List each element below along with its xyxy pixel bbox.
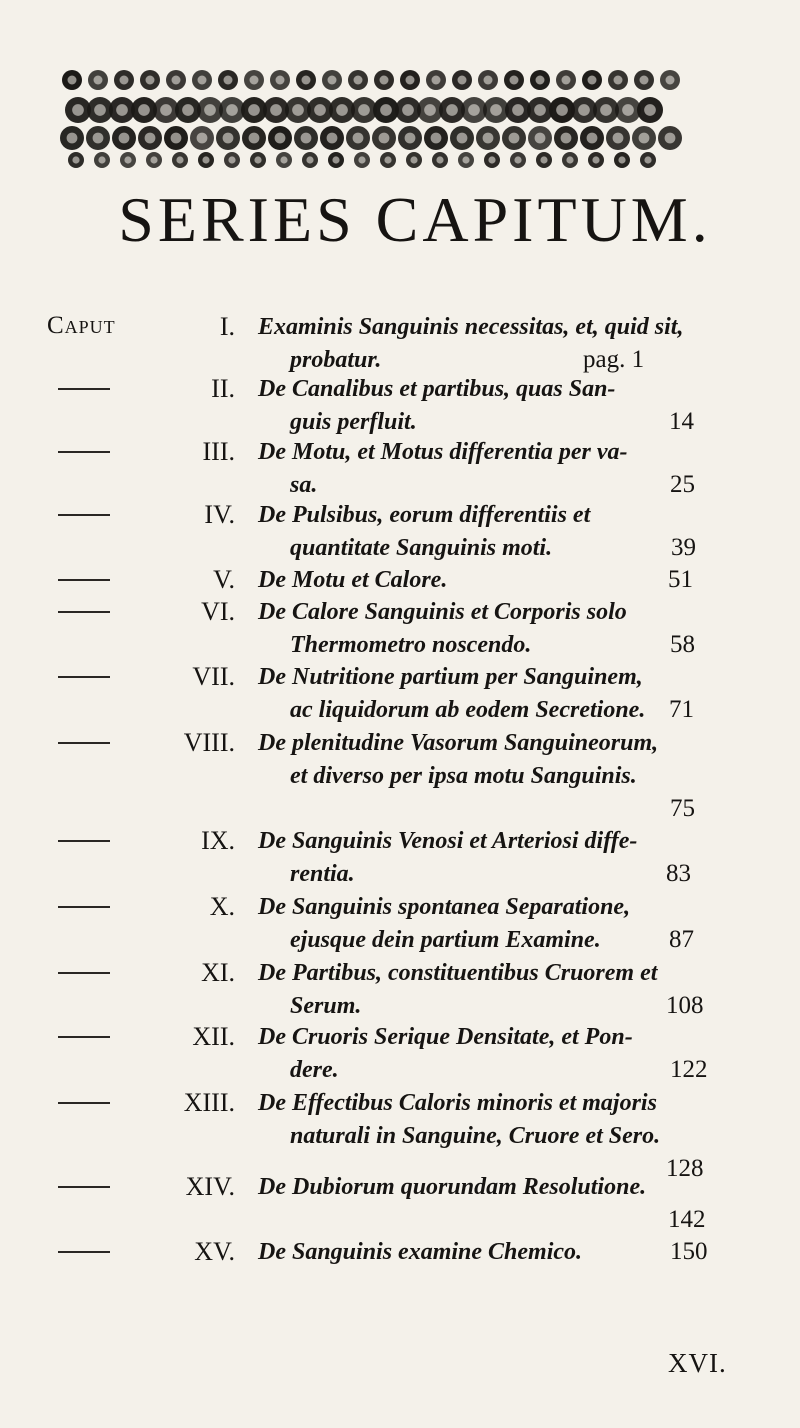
ditto-dash — [58, 840, 110, 842]
page-number: pag. 1 — [583, 346, 645, 373]
ditto-dash — [58, 972, 110, 974]
chapter-title-line: De Sanguinis spontanea Separatione, — [258, 894, 631, 920]
chapter-title-line: De Calore Sanguinis et Corporis solo — [258, 599, 627, 625]
page-number: 39 — [671, 534, 696, 561]
ditto-dash — [58, 611, 110, 613]
chapter-title-line: Thermometro noscendo. — [290, 632, 532, 658]
chapter-title-line: et diverso per ipsa motu Sanguinis. — [290, 763, 637, 789]
chapter-title-line: De Nutritione partium per Sanguinem, — [258, 664, 643, 690]
chapter-number: VIII. — [183, 728, 235, 757]
ditto-dash — [58, 451, 110, 453]
chapter-title-line: De Effectibus Caloris minoris et majoris — [258, 1090, 657, 1116]
chapter-title-line: De Motu, et Motus differentia per va- — [258, 439, 628, 465]
page-number: 25 — [670, 471, 695, 498]
chapter-number: VII. — [192, 662, 235, 691]
page-number: 83 — [666, 860, 691, 887]
page-number: 87 — [669, 926, 694, 953]
chapter-title-line: probatur. — [290, 347, 382, 373]
page-number: 142 — [668, 1206, 706, 1233]
ditto-dash — [58, 1251, 110, 1253]
chapter-number: XV. — [194, 1237, 235, 1266]
page-title: SERIES CAPITUM. — [118, 184, 712, 255]
page-number: 51 — [668, 566, 693, 593]
chapter-title-line: De Partibus, constituentibus Cruorem et — [258, 960, 658, 986]
chapter-number: III. — [202, 437, 235, 466]
chapter-number: IV. — [204, 500, 235, 529]
chapter-title-line: sa. — [290, 472, 318, 498]
chapter-title-line: dere. — [290, 1057, 339, 1083]
chapter-number: VI. — [201, 597, 235, 626]
chapter-title-line: quantitate Sanguinis moti. — [290, 535, 553, 561]
chapter-title-line: ejusque dein partium Examine. — [290, 927, 601, 953]
caput-label: Caput — [47, 312, 116, 339]
ditto-dash — [58, 1036, 110, 1038]
chapter-number: IX. — [201, 826, 235, 855]
chapter-title-line: De Motu et Calore. — [258, 567, 448, 593]
chapter-title-line: guis perfluit. — [290, 409, 417, 435]
ditto-dash — [58, 579, 110, 581]
ditto-dash — [58, 388, 110, 390]
catchword: XVI. — [668, 1348, 727, 1378]
chapter-number: I. — [219, 312, 235, 341]
chapter-title-line: ac liquidorum ab eodem Secretione. — [290, 697, 646, 723]
chapter-number: XIII. — [183, 1088, 235, 1117]
chapter-number: XIV. — [185, 1172, 235, 1201]
chapter-number: XII. — [192, 1022, 235, 1051]
page-number: 150 — [670, 1238, 708, 1265]
chapter-title-line: De Dubiorum quorundam Resolutione. — [258, 1174, 647, 1200]
page-number: 128 — [666, 1155, 704, 1182]
ditto-dash — [58, 514, 110, 516]
chapter-number: X. — [209, 892, 235, 921]
ditto-dash — [58, 906, 110, 908]
page-number: 108 — [666, 992, 704, 1019]
chapter-title-line: Examinis Sanguinis necessitas, et, quid sit, — [258, 314, 684, 340]
chapter-number: V. — [213, 565, 235, 594]
ditto-dash — [58, 1186, 110, 1188]
chapter-title-line: De Canalibus et partibus, quas San- — [258, 376, 616, 402]
page-number: 14 — [669, 408, 694, 435]
page-number: 71 — [669, 696, 694, 723]
chapter-title-line: De Sanguinis examine Chemico. — [258, 1239, 583, 1265]
chapter-title-line: naturali in Sanguine, Cruore et Sero. — [290, 1123, 661, 1149]
chapter-title-line: Serum. — [290, 993, 362, 1019]
chapter-number: II. — [211, 374, 235, 403]
chapter-title-line: De Cruoris Serique Densitate, et Pon- — [258, 1024, 633, 1050]
ditto-dash — [58, 742, 110, 744]
ditto-dash — [58, 1102, 110, 1104]
ditto-dash — [58, 676, 110, 678]
page-number: 58 — [670, 631, 695, 658]
chapter-title-line: De Pulsibus, eorum differentiis et — [258, 502, 591, 528]
page-number: 122 — [670, 1056, 708, 1083]
chapter-title-line: De Sanguinis Venosi et Arteriosi diffe- — [258, 828, 638, 854]
chapter-title-line: rentia. — [290, 861, 355, 887]
chapter-number: XI. — [201, 958, 235, 987]
page-number: 75 — [670, 795, 695, 822]
chapter-title-line: De plenitudine Vasorum Sanguineorum, — [258, 730, 659, 756]
